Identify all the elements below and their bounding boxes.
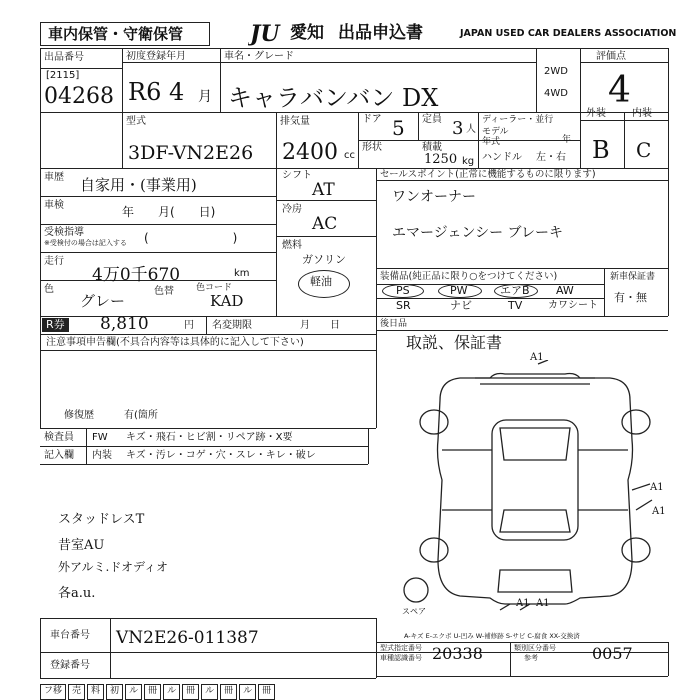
recall-sub: ※受検付の場合は記入する [44,239,127,247]
kata-label: 型式指定番号 [380,644,422,652]
class-label: 類別区分番号 [514,644,556,652]
name-change-value: 月 日 [300,320,340,331]
ac-label: 冷房 [282,204,302,215]
stamp-box: 冊 [144,684,161,700]
displacement-unit: cc [344,150,355,161]
association-name: JAPAN USED CAR DEALERS ASSOCIATION [460,28,677,39]
interior-items: キズ・汚レ・コゲ・穴・スレ・キレ・破レ [126,450,316,461]
remark-line4: 各a.u. [58,586,96,601]
exterior-label: 外装 [586,108,606,119]
kata-value: 20338 [432,644,483,663]
model-year-label: 年式 [482,137,501,147]
repair-label: 修復歴 [64,410,94,421]
sales-point-line1: ワンオーナー [392,189,476,205]
stamp-box: 冊 [182,684,199,700]
ju-logo [248,20,290,46]
car-name-label: 車名・グレード [224,51,294,62]
capacity-label: 定員 [422,114,442,125]
color-code-label: 色コード [196,283,233,293]
fuel-gasoline: ガソリン [302,253,346,266]
damage-mark-4: A1 [516,598,530,609]
color-change-label: 色替 [154,286,174,297]
mileage-value: 4万0千670 [92,265,181,285]
fuel-diesel: 軽油 [310,275,332,288]
color-value: グレー [80,292,126,310]
recycle-label: R券 [42,318,69,332]
kata-sub: 車種認識番号 [380,654,422,662]
car-damage-diagram [400,360,670,630]
lot-number-sub: [2115] [46,70,80,81]
year-unit: 年 [562,135,572,145]
handle-label: ハンドル [482,152,522,163]
svg-text:JU: JU [250,21,280,46]
load-unit: kg [462,156,475,167]
circle-pw [438,284,482,298]
lot-number: 04268 [44,84,114,109]
score-value: 4 [608,70,631,111]
equip-tv: TV [508,299,523,312]
recycle-unit: 円 [184,320,194,331]
damage-mark-3: A1 [652,506,666,517]
fw-items: キズ・飛石・ヒビ割・リペア跡・X要 [126,432,293,443]
inspection-label: 車検 [44,200,64,211]
circle-ps [382,284,424,298]
interior-label: 内装 [632,108,652,119]
fw-label: FW [92,432,108,443]
damage-mark-2: A1 [650,482,664,493]
car-name-value: キャラバンバン DX [228,84,439,112]
org-name: 愛知 [290,23,324,43]
color-label: 色 [44,284,54,295]
lot-number-label: 出品番号 [44,52,84,63]
equip-ps: PS [396,284,410,297]
shift-label: シフト [282,170,312,181]
equip-aw: AW [556,284,574,297]
remark-line1: スタッドレスT [58,512,145,527]
equip-seat: カワシート [548,300,598,311]
equip-sr: SR [396,299,411,312]
repair-value: 有(箇所 [124,410,158,421]
load-label: 積載 [422,142,442,153]
stamp-box: 冊 [220,684,237,700]
damage-mark-5: A1 [536,598,550,609]
stamp-box: ル [125,684,142,700]
inspector-label: 検査員 [44,432,74,443]
chassis-label: 車台番号 [50,630,90,641]
after-items-value: 取説、保証書 [406,333,503,352]
history-value: 自家用・(事業用) [80,176,197,194]
dealer-label: ディーラー・並行 [482,115,554,125]
record-label: 記入欄 [44,450,74,461]
stamp-box: 冊 [258,684,275,700]
mileage-label: 走行 [44,256,64,267]
stamp-box: フ移 [40,684,66,700]
remark-line2: 昔室AU [58,538,105,553]
mileage-unit: km [234,268,250,279]
circle-airbag [494,284,538,298]
storage-label: 車内保管・守衛保管 [48,25,184,43]
first-reg-label: 初度登録年月 [126,51,186,62]
remark-line3: 外アルミ.ドオディオ [58,560,169,574]
handle-value: 左・右 [536,152,566,163]
drive-2wd: 2WD [544,66,568,77]
stamp-box: ル [239,684,256,700]
interior-grade: C [636,138,652,162]
bottom-stamp-row [40,684,360,700]
drive-4wd: 4WD [544,88,568,99]
load-value: 1250 [424,152,458,167]
notes-label: 注意事項申告欄(不具合内容等は具体的に記入して下さい) [46,337,304,348]
stamp-box: 売 [68,684,85,700]
ac-value: AC [312,214,338,234]
sales-point-label: セールスポイント(正常に機能するものに限ります) [380,169,596,180]
sales-point-line2: エマージェンシー ブレーキ [392,225,563,241]
interior-items-label: 内装 [92,450,112,461]
stamp-box: 初 [106,684,123,700]
new-car-warranty-label: 新車保証書 [610,272,656,282]
damage-legend: A-キズ E-エクボ U-凹み W-補修跡 S-サビ C-腐食 XX-交換済 [404,632,580,640]
color-code-value: KAD [210,292,244,310]
shift-value: AT [312,180,335,200]
first-reg-value: R6 4 [128,78,185,106]
score-label: 評価点 [596,51,626,62]
exterior-grade: B [592,136,610,164]
capacity-unit: 人 [466,124,476,135]
name-change-label: 名変期限 [212,320,252,331]
class-sub: 参考 [524,654,538,662]
door-label: ドア [362,114,382,125]
equip-navi: ナビ [450,299,472,312]
new-car-warranty-value: 有・無 [614,291,647,304]
stamp-box: ル [163,684,180,700]
recycle-value: 8,810 [100,314,149,334]
equip-airbag: エアB [500,284,530,297]
stamp-box: ル [201,684,218,700]
spare-label: スペア [402,607,426,616]
recall-label: 受検指導 [44,227,84,238]
chassis-value: VN2E26-011387 [116,628,259,648]
after-items-label: 後日品 [380,319,408,329]
fuel-label: 燃料 [282,240,302,251]
damage-mark-1: A1 [530,352,544,363]
shape-label: 形状 [362,142,382,153]
stamp-box: 料 [87,684,104,700]
recall-value: ( ) [144,231,238,245]
inspection-value: 年 月( 日) [122,205,216,219]
displacement-label: 排気量 [280,116,310,127]
model-label: モデル [482,127,509,137]
equipment-label: 装備品(純正品に限り○をつけてください) [380,271,558,282]
model-type-label: 型式 [126,116,146,127]
history-label: 車歴 [44,172,64,183]
door-value: 5 [392,116,405,140]
displacement-value: 2400 [282,140,338,165]
reg-number-label: 登録番号 [50,660,90,671]
equip-pw: PW [450,284,468,297]
form-title: 出品申込書 [338,23,423,43]
class-value: 0057 [592,644,633,663]
capacity-value: 3 [452,118,464,139]
model-type-value: 3DF-VN2E26 [128,142,254,164]
first-reg-month: 月 [198,89,212,105]
